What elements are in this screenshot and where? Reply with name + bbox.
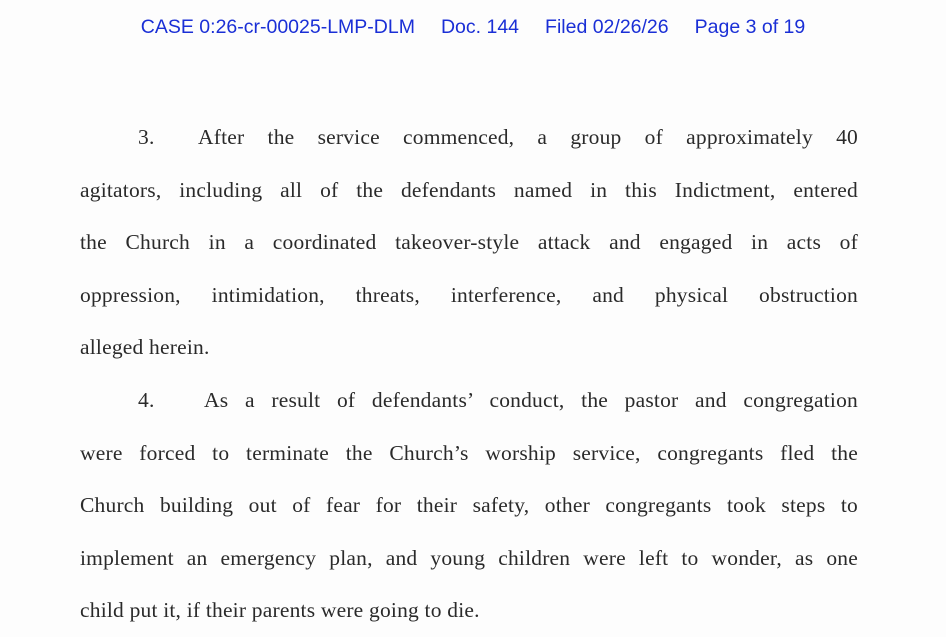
- paragraph-line: alleged herein.: [80, 335, 210, 360]
- paragraph-line: implement an emergency plan, and young children were left to wonder, as one: [80, 545, 858, 570]
- court-filing-header: [0, 16, 946, 39]
- paragraph-line: 3. After the service commenced, a group of approximately 40: [138, 122, 858, 152]
- paragraph-line: child put it, if their parents were going to die.: [80, 598, 480, 623]
- paragraph-number: 3.: [138, 125, 155, 149]
- paragraph-line: agitators, including all of the defendants named in this Indictment, entered: [80, 177, 858, 202]
- page-indicator: Page 3 of 19: [694, 16, 806, 38]
- paragraph-line: the Church in a coordinated takeover-style attack and engaged in acts of: [80, 230, 858, 255]
- paragraph-line: oppression, intimidation, threats, interference, and physical obstruction: [80, 282, 858, 307]
- filed-date: Filed 02/26/26: [545, 16, 669, 38]
- paragraph-line: Church building out of fear for their safety, other congregants took steps to: [80, 493, 858, 518]
- document-number: Doc. 144: [440, 16, 520, 38]
- paragraph-line: 4. As a result of defendants’ conduct, the pastor and congregation: [138, 385, 858, 415]
- case-number: CASE 0:26-cr-00025-LMP-DLM: [140, 16, 415, 38]
- paragraph-line: were forced to terminate the Church’s worship service, congregants fled the: [80, 440, 858, 465]
- paragraph-number: 4.: [138, 388, 155, 412]
